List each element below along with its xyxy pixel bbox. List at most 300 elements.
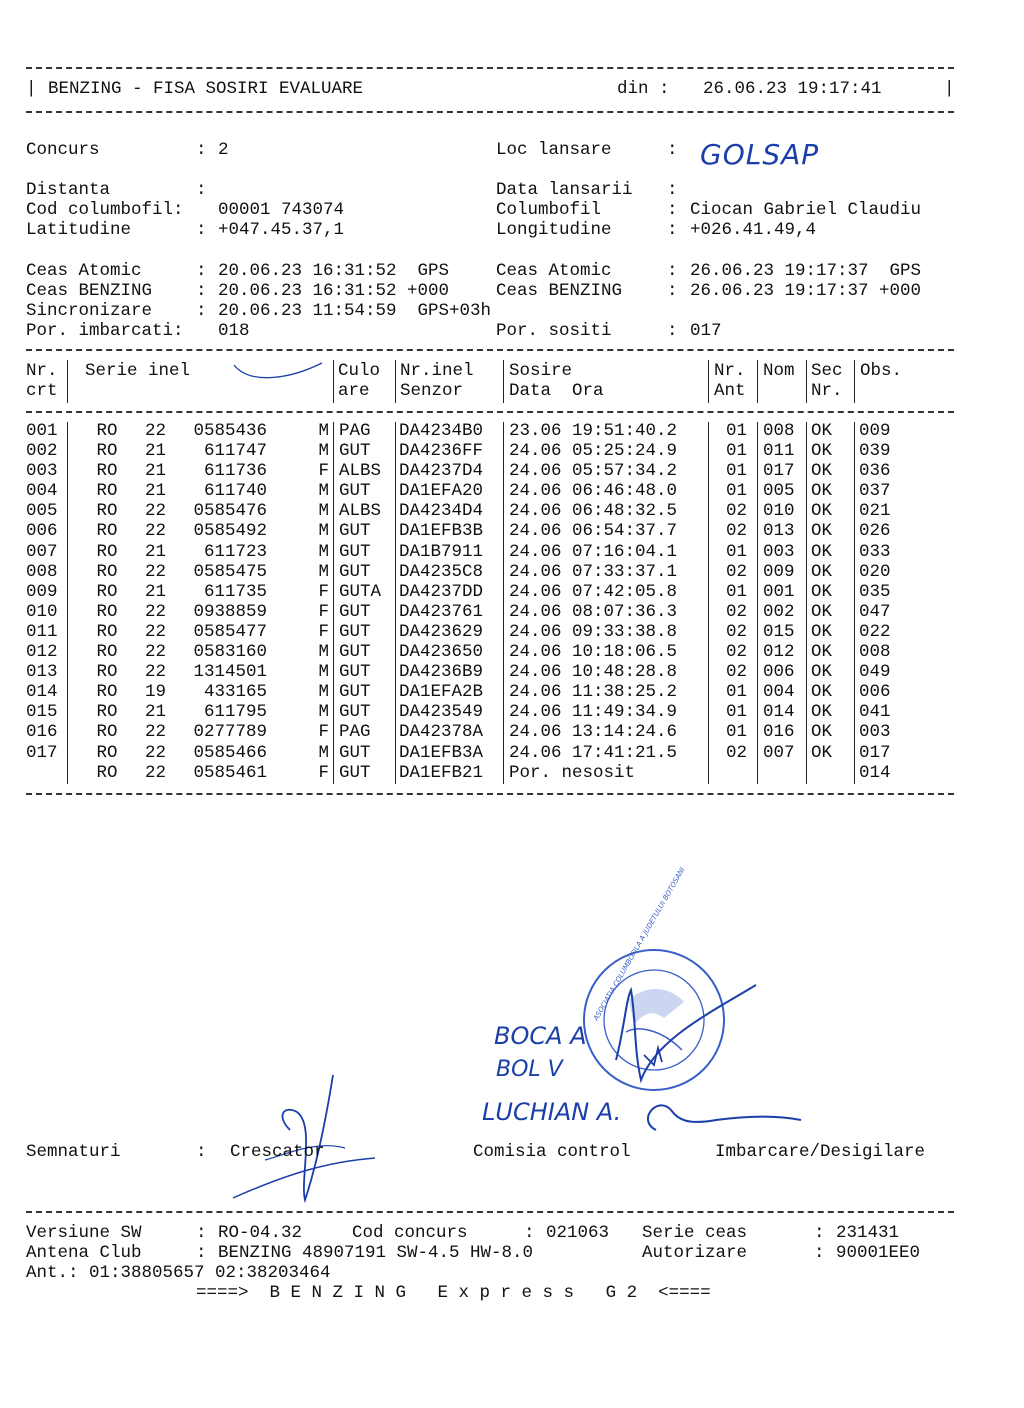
table-row bbox=[26, 562, 924, 582]
row-sex: M bbox=[318, 441, 329, 462]
signatures-label: Semnaturi bbox=[26, 1142, 121, 1162]
row-country: RO bbox=[96, 581, 118, 602]
col-culoare-header-2: are bbox=[338, 381, 370, 401]
cod-concurs-colon: : bbox=[524, 1223, 535, 1243]
row-sex: F bbox=[318, 601, 329, 622]
serie-ceas-label: Serie ceas bbox=[642, 1223, 748, 1243]
row-sex: M bbox=[318, 501, 329, 522]
row-nom: 015 bbox=[763, 621, 795, 642]
table-header-rule bbox=[26, 411, 954, 413]
row-ring: 0585492 bbox=[193, 521, 267, 542]
row-sex: M bbox=[318, 521, 329, 542]
row-nom bbox=[757, 763, 806, 783]
row-ant: 02 bbox=[726, 501, 748, 522]
row-nom: 003 bbox=[763, 541, 795, 562]
row-ant: 02 bbox=[726, 561, 748, 582]
row-year: 22 bbox=[145, 601, 167, 622]
row-obs: 022 bbox=[859, 621, 891, 642]
row-color: PAG bbox=[339, 421, 371, 441]
row-sex: M bbox=[318, 481, 329, 502]
row-ring: 0583160 bbox=[193, 642, 267, 663]
signature-commission-label: Comisia control bbox=[473, 1142, 631, 1162]
row-sec: OK bbox=[811, 421, 833, 441]
row-nr: 004 bbox=[26, 481, 58, 502]
table-row bbox=[26, 763, 924, 783]
row-ring: 611795 bbox=[203, 702, 267, 723]
row-nom: 011 bbox=[763, 441, 795, 462]
row-arrival: 24.06 07:42:05.8 bbox=[509, 581, 678, 602]
clock-left-colon: : bbox=[196, 261, 207, 281]
table-top-rule bbox=[26, 349, 954, 351]
table-row bbox=[26, 421, 924, 441]
latitudine-label: Latitudine bbox=[26, 220, 132, 240]
row-sensor: DA4235C8 bbox=[399, 561, 484, 582]
header-right-bar: | bbox=[944, 79, 955, 99]
clock-left-value: 20.06.23 16:31:52 GPS bbox=[218, 261, 450, 281]
row-ant: 02 bbox=[726, 621, 748, 642]
table-row bbox=[26, 461, 924, 481]
row-obs: 049 bbox=[859, 662, 891, 683]
table-row bbox=[26, 722, 924, 742]
row-nr bbox=[26, 763, 67, 783]
table-row bbox=[26, 542, 924, 562]
data-lansarii-colon: : bbox=[667, 180, 678, 200]
row-year: 21 bbox=[145, 441, 167, 462]
row-arrival: 24.06 10:48:28.8 bbox=[509, 662, 678, 683]
row-country: RO bbox=[96, 541, 118, 562]
row-obs: 036 bbox=[859, 461, 891, 482]
row-nom: 006 bbox=[763, 662, 795, 683]
columbofil-label: Columbofil bbox=[496, 200, 602, 220]
row-year: 22 bbox=[145, 521, 167, 542]
row-ant: 01 bbox=[726, 421, 748, 441]
row-nr: 014 bbox=[26, 682, 58, 703]
row-ring: 0938859 bbox=[193, 601, 267, 622]
col-sec-header: Sec bbox=[811, 361, 843, 381]
cod-concurs-value: 021063 bbox=[546, 1223, 610, 1243]
row-ring: 1314501 bbox=[193, 662, 267, 683]
header-left-bar: | bbox=[26, 79, 37, 99]
row-color: GUT bbox=[339, 481, 371, 502]
row-color: GUT bbox=[339, 621, 371, 642]
row-ant: 02 bbox=[726, 742, 748, 763]
row-sex: F bbox=[318, 722, 329, 743]
row-sex: M bbox=[318, 662, 329, 683]
row-arrival: 24.06 07:16:04.1 bbox=[509, 541, 678, 562]
versiune-label: Versiune SW bbox=[26, 1223, 142, 1243]
por-imbarcati-label: Por. imbarcati: bbox=[26, 321, 184, 341]
row-obs: 020 bbox=[859, 561, 891, 582]
row-year: 22 bbox=[145, 621, 167, 642]
row-color: GUTA bbox=[339, 581, 382, 602]
row-obs: 021 bbox=[859, 501, 891, 522]
table-row bbox=[26, 521, 924, 541]
table-row bbox=[26, 743, 924, 763]
distanta-label: Distanta bbox=[26, 180, 111, 200]
signature-boarding-label: Imbarcare/Desigilare bbox=[715, 1142, 926, 1162]
row-sensor: DA423629 bbox=[399, 621, 484, 642]
header-rule bbox=[26, 111, 954, 113]
autorizare-value: 90001EE0 bbox=[836, 1243, 921, 1263]
row-color: GUT bbox=[339, 662, 371, 683]
commission-signatures bbox=[596, 970, 806, 1140]
row-arrival: 24.06 05:25:24.9 bbox=[509, 441, 678, 462]
row-year: 22 bbox=[145, 742, 167, 763]
row-nr: 003 bbox=[26, 461, 58, 482]
row-sec: OK bbox=[811, 541, 833, 562]
row-nr: 006 bbox=[26, 521, 58, 542]
print-date-label: din : bbox=[617, 79, 670, 99]
columbofil-colon: : bbox=[667, 200, 678, 220]
row-ant: 01 bbox=[726, 461, 748, 482]
clock-right-label: Ceas Atomic bbox=[496, 261, 612, 281]
row-country: RO bbox=[96, 621, 118, 642]
col-separator bbox=[708, 360, 709, 403]
clock-left-label: Ceas Atomic bbox=[26, 261, 142, 281]
col-nr-header-2: crt bbox=[26, 381, 58, 401]
row-sensor: DA423650 bbox=[399, 642, 484, 663]
latitudine-colon: : bbox=[196, 220, 207, 240]
table-row bbox=[26, 622, 924, 642]
serie-ceas-value: 231431 bbox=[836, 1223, 900, 1243]
cod-concurs-label: Cod concurs bbox=[352, 1223, 468, 1243]
row-obs: 008 bbox=[859, 642, 891, 663]
row-nr: 009 bbox=[26, 581, 58, 602]
row-sex: F bbox=[318, 621, 329, 642]
row-nr: 015 bbox=[26, 702, 58, 723]
row-year: 21 bbox=[145, 481, 167, 502]
row-color: GUT bbox=[339, 441, 371, 462]
row-sec: OK bbox=[811, 621, 833, 642]
row-nr: 008 bbox=[26, 561, 58, 582]
table-row bbox=[26, 682, 924, 702]
row-nr: 016 bbox=[26, 722, 58, 743]
row-nr: 005 bbox=[26, 501, 58, 522]
longitudine-colon: : bbox=[667, 220, 678, 240]
por-imbarcati-value: 018 bbox=[218, 321, 250, 341]
row-year: 22 bbox=[145, 561, 167, 582]
row-sec: OK bbox=[811, 581, 833, 602]
benzing-express-banner: ====> B E N Z I N G E x p r e s s G 2 <==== bbox=[196, 1283, 711, 1303]
row-nom: 010 bbox=[763, 501, 795, 522]
row-ring: 611736 bbox=[203, 461, 267, 482]
row-arrival: 24.06 13:14:24.6 bbox=[509, 722, 678, 743]
row-ring: 611747 bbox=[203, 441, 267, 462]
commission-name-boca: BOCA A bbox=[494, 1022, 587, 1050]
row-obs: 003 bbox=[859, 722, 891, 743]
row-country: RO bbox=[96, 601, 118, 622]
row-nr: 007 bbox=[26, 541, 58, 562]
autorizare-colon: : bbox=[814, 1243, 825, 1263]
row-nom: 012 bbox=[763, 642, 795, 663]
clock-left-colon: : bbox=[196, 301, 207, 321]
col-sosire-header: Sosire bbox=[509, 361, 573, 381]
row-nr: 010 bbox=[26, 601, 58, 622]
table-row bbox=[26, 501, 924, 521]
row-country: RO bbox=[96, 682, 118, 703]
concurs-colon: : bbox=[196, 140, 207, 160]
commission-name-luchian: LUCHIAN A. bbox=[482, 1098, 622, 1126]
latitudine-value: +047.45.37,1 bbox=[218, 220, 345, 240]
row-sensor: DA1EFB3A bbox=[399, 742, 484, 763]
col-nrinel-header-2: Senzor bbox=[400, 381, 464, 401]
clock-right-label: Ceas BENZING bbox=[496, 281, 623, 301]
row-obs: 041 bbox=[859, 702, 891, 723]
row-color: GUT bbox=[339, 601, 371, 622]
print-date: 26.06.23 19:17:41 bbox=[703, 79, 882, 99]
row-sensor: DA423549 bbox=[399, 702, 484, 723]
row-ring: 0585476 bbox=[193, 501, 267, 522]
row-sensor: DA1B7911 bbox=[399, 541, 484, 562]
cod-columbofil-label: Cod columbofil: bbox=[26, 200, 184, 220]
row-sensor: DA4234D4 bbox=[399, 501, 484, 522]
row-year: 22 bbox=[145, 662, 167, 683]
row-obs: 033 bbox=[859, 541, 891, 562]
row-sensor: DA4234B0 bbox=[399, 421, 484, 441]
row-ring: 0585475 bbox=[193, 561, 267, 582]
breeder-signature bbox=[225, 1070, 385, 1210]
row-ant: 01 bbox=[726, 481, 748, 502]
row-sex: M bbox=[318, 682, 329, 703]
row-sec: OK bbox=[811, 682, 833, 703]
col-separator bbox=[757, 360, 758, 403]
row-ring: 0585477 bbox=[193, 621, 267, 642]
concurs-label: Concurs bbox=[26, 140, 100, 160]
row-nom: 017 bbox=[763, 461, 795, 482]
row-sensor: DA1EFB3B bbox=[399, 521, 484, 542]
col-sec-header-2: Nr. bbox=[811, 381, 843, 401]
row-obs: 006 bbox=[859, 682, 891, 703]
cod-columbofil-label-text: Cod columbofil bbox=[26, 200, 174, 220]
autorizare-label: Autorizare bbox=[642, 1243, 748, 1263]
row-ring: 0585466 bbox=[193, 742, 267, 763]
row-country: RO bbox=[96, 461, 118, 482]
col-separator bbox=[395, 360, 396, 403]
row-sex: M bbox=[318, 742, 329, 763]
columbofil-value: Ciocan Gabriel Claudiu bbox=[690, 200, 922, 220]
row-arrival: 24.06 06:46:48.0 bbox=[509, 481, 678, 502]
clock-left-value: 20.06.23 11:54:59 GPS+03h bbox=[218, 301, 492, 321]
longitudine-value: +026.41.49,4 bbox=[690, 220, 817, 240]
row-arrival: 24.06 11:38:25.2 bbox=[509, 682, 678, 703]
row-year: 22 bbox=[145, 722, 167, 743]
row-ant: 01 bbox=[726, 722, 748, 743]
row-year: 21 bbox=[145, 702, 167, 723]
row-sex: M bbox=[318, 561, 329, 582]
col-separator bbox=[854, 360, 855, 403]
loc-lansare-colon: : bbox=[667, 140, 678, 160]
row-sensor: DA1EFA20 bbox=[399, 481, 484, 502]
col-serie-header: Serie inel bbox=[85, 361, 191, 381]
row-nom: 016 bbox=[763, 722, 795, 743]
row-obs: 047 bbox=[859, 601, 891, 622]
clock-left-value: 20.06.23 16:31:52 +000 bbox=[218, 281, 450, 301]
por-sositi-value: 017 bbox=[690, 321, 722, 341]
table-row bbox=[26, 441, 924, 461]
row-sensor: DA423761 bbox=[399, 601, 484, 622]
row-arrival: 24.06 08:07:36.3 bbox=[509, 601, 678, 622]
row-nom: 004 bbox=[763, 682, 795, 703]
col-separator bbox=[333, 360, 334, 403]
row-ant: 01 bbox=[726, 682, 748, 703]
row-nr: 017 bbox=[26, 742, 58, 763]
antena-colon: : bbox=[196, 1243, 207, 1263]
table-row bbox=[26, 702, 924, 722]
row-arrival: Por. nesosit bbox=[509, 762, 636, 783]
row-country: RO bbox=[96, 421, 118, 441]
row-sec: OK bbox=[811, 601, 833, 622]
row-color: GUT bbox=[339, 521, 371, 542]
row-sensor: DA4237DD bbox=[399, 581, 484, 602]
row-nr: 011 bbox=[26, 621, 58, 642]
row-nom: 009 bbox=[763, 561, 795, 582]
clock-right-value: 26.06.23 19:17:37 +000 bbox=[690, 281, 922, 301]
row-sex: M bbox=[318, 642, 329, 663]
row-sec: OK bbox=[811, 642, 833, 663]
row-country: RO bbox=[96, 441, 118, 462]
row-ant bbox=[708, 763, 757, 783]
row-ant: 02 bbox=[726, 642, 748, 663]
table-row bbox=[26, 662, 924, 682]
row-sec: OK bbox=[811, 662, 833, 683]
row-country: RO bbox=[96, 702, 118, 723]
row-sensor: DA4237D4 bbox=[399, 461, 484, 482]
row-sec: OK bbox=[811, 481, 833, 502]
row-color: GUT bbox=[339, 642, 371, 663]
clock-left-colon: : bbox=[196, 281, 207, 301]
row-ant: 01 bbox=[726, 581, 748, 602]
row-ring: 0585436 bbox=[193, 421, 267, 441]
row-ant: 01 bbox=[726, 441, 748, 462]
row-sensor: DA4236FF bbox=[399, 441, 484, 462]
clock-left-label: Ceas BENZING bbox=[26, 281, 153, 301]
table-row bbox=[26, 642, 924, 662]
clock-right-value: 26.06.23 19:17:37 GPS bbox=[690, 261, 922, 281]
row-ant: 01 bbox=[726, 702, 748, 723]
antena-label: Antena Club bbox=[26, 1243, 142, 1263]
table-row bbox=[26, 602, 924, 622]
antenna-ids: Ant.: 01:38805657 02:38203464 bbox=[26, 1263, 331, 1283]
row-country: RO bbox=[96, 722, 118, 743]
row-sec: OK bbox=[811, 521, 833, 542]
row-ant: 02 bbox=[726, 662, 748, 683]
row-obs: 014 bbox=[859, 762, 891, 783]
header-pen-stroke bbox=[230, 355, 330, 385]
concurs-value: 2 bbox=[218, 140, 229, 160]
row-color: PAG bbox=[339, 722, 371, 743]
serie-ceas-colon: : bbox=[814, 1223, 825, 1243]
row-sec: OK bbox=[811, 722, 833, 743]
loc-lansare-handwritten: GOLSAP bbox=[700, 138, 820, 171]
row-arrival: 24.06 11:49:34.9 bbox=[509, 702, 678, 723]
row-arrival: 24.06 10:18:06.5 bbox=[509, 642, 678, 663]
row-arrival: 24.06 07:33:37.1 bbox=[509, 561, 678, 582]
row-year: 21 bbox=[145, 581, 167, 602]
row-nom: 007 bbox=[763, 742, 795, 763]
row-obs: 037 bbox=[859, 481, 891, 502]
stamp-text: ASOCIATIA COLUMBOFILA A JUDETULUI BOTOSANI bbox=[592, 866, 687, 1022]
col-nrinel-header: Nr.inel bbox=[400, 361, 474, 381]
loc-lansare-label: Loc lansare bbox=[496, 140, 612, 160]
footer-rule bbox=[26, 1211, 954, 1213]
arrivals-table-body bbox=[26, 421, 924, 783]
row-color: GUT bbox=[339, 762, 371, 783]
row-country: RO bbox=[96, 561, 118, 582]
clock-left-label: Sincronizare bbox=[26, 301, 153, 321]
row-obs: 026 bbox=[859, 521, 891, 542]
commission-name-bol: BOL V bbox=[496, 1057, 563, 1082]
row-sex: M bbox=[318, 421, 329, 441]
row-sensor: DA4236B9 bbox=[399, 662, 484, 683]
clock-right-colon: : bbox=[667, 281, 678, 301]
row-country: RO bbox=[96, 521, 118, 542]
row-arrival: 24.06 06:48:32.5 bbox=[509, 501, 678, 522]
col-culoare-header: Culo bbox=[338, 361, 381, 381]
row-nr: 012 bbox=[26, 642, 58, 663]
row-sex: M bbox=[318, 702, 329, 723]
row-color: GUT bbox=[339, 742, 371, 763]
row-nom: 013 bbox=[763, 521, 795, 542]
row-sec bbox=[806, 763, 854, 783]
row-nr: 002 bbox=[26, 441, 58, 462]
col-separator bbox=[67, 360, 68, 403]
row-ring: 611723 bbox=[203, 541, 267, 562]
antena-value: BENZING 48907191 SW-4.5 HW-8.0 bbox=[218, 1243, 534, 1263]
row-country: RO bbox=[96, 762, 118, 783]
row-year: 22 bbox=[145, 762, 167, 783]
row-sec: OK bbox=[811, 702, 833, 723]
longitudine-label: Longitudine bbox=[496, 220, 612, 240]
row-ring: 611735 bbox=[203, 581, 267, 602]
row-year: 22 bbox=[145, 501, 167, 522]
row-year: 19 bbox=[145, 682, 167, 703]
row-sex: F bbox=[318, 461, 329, 482]
row-obs: 017 bbox=[859, 742, 891, 763]
document-title: BENZING - FISA SOSIRI EVALUARE bbox=[48, 79, 364, 99]
row-color: ALBS bbox=[339, 501, 382, 522]
row-country: RO bbox=[96, 742, 118, 763]
row-year: 22 bbox=[145, 421, 167, 441]
row-color: ALBS bbox=[339, 461, 382, 482]
col-ant-header: Nr. bbox=[714, 361, 746, 381]
signature-breeder-label: Crescator bbox=[230, 1142, 325, 1162]
row-nom: 008 bbox=[763, 421, 795, 441]
row-obs: 035 bbox=[859, 581, 891, 602]
row-country: RO bbox=[96, 642, 118, 663]
row-arrival: 24.06 06:54:37.7 bbox=[509, 521, 678, 542]
table-bottom-rule bbox=[26, 793, 954, 795]
row-sensor: DA1EFB21 bbox=[399, 762, 484, 783]
cod-columbofil-value: 00001 743074 bbox=[218, 200, 345, 220]
row-obs: 039 bbox=[859, 441, 891, 462]
row-ant: 01 bbox=[726, 541, 748, 562]
row-obs: 009 bbox=[859, 421, 891, 441]
row-nom: 005 bbox=[763, 481, 795, 502]
col-nom-header: Nom bbox=[763, 361, 795, 381]
row-ring: 0277789 bbox=[193, 722, 267, 743]
por-sositi-label: Por. sositi bbox=[496, 321, 612, 341]
col-obs-header: Obs. bbox=[860, 361, 903, 381]
row-sex: F bbox=[318, 581, 329, 602]
versiune-colon: : bbox=[196, 1223, 207, 1243]
top-rule bbox=[26, 67, 954, 69]
por-imbarcati-label-text: Por. imbarcati bbox=[26, 321, 174, 341]
row-arrival: 24.06 17:41:21.5 bbox=[509, 742, 678, 763]
row-year: 22 bbox=[145, 642, 167, 663]
row-ant: 02 bbox=[726, 521, 748, 542]
arrivals-table bbox=[26, 421, 924, 783]
por-sositi-colon: : bbox=[667, 321, 678, 341]
